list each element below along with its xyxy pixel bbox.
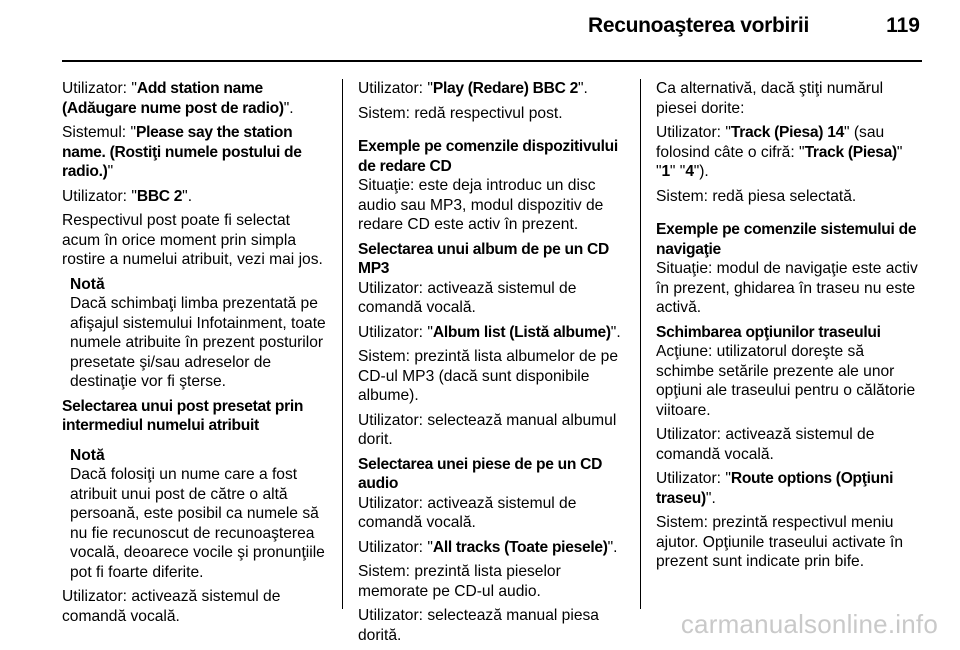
column-3	[656, 79, 926, 577]
subsection-heading: Selectarea unui album de pe un CD MP3	[358, 240, 609, 277]
paragraph: Utilizator: activează sistemul de comandă vocală.	[656, 426, 875, 463]
column-divider	[342, 79, 343, 609]
paragraph: Sistem: prezintă lista albumelor de pe CD-ul MP3 (dacă sunt disponibile albume).	[358, 348, 619, 404]
section-heading: Exemple pe comenzile sistemului de navigaţie	[656, 221, 917, 258]
dialog-line: Utilizator: "Add station name (Adăugare nume post de radio)".	[62, 80, 294, 117]
subsection-heading: Selectarea unei piese de pe un CD audio	[358, 455, 603, 492]
paragraph: Sistem: redă piesa selectată.	[656, 187, 857, 205]
section-heading: Selectarea unui post presetat prin intermediul numelui atribuit	[62, 397, 304, 434]
page-title: Recunoaşterea vorbirii	[588, 14, 809, 37]
note-box	[70, 446, 330, 583]
paragraph: Sistem: prezintă lista pieselor memorate pe CD-ul audio.	[358, 563, 561, 600]
column-divider	[640, 79, 641, 609]
paragraph: Utilizator: selectează manual piesa dorită.	[358, 607, 599, 644]
paragraph: Situaţie: modul de navigaţie este activ în prezent, ghidarea în traseu nu este activă.	[656, 260, 918, 316]
column-1	[62, 79, 330, 631]
section-heading: Exemple pe comenzile dispozitivului de redare CD	[358, 138, 618, 175]
paragraph: Acţiune: utilizatorul doreşte să schimbe setările prezente ale unor opţiuni ale traseului pentru o călătorie viitoare.	[656, 343, 916, 419]
paragraph: Utilizator: activează sistemul de comandă vocală.	[358, 279, 577, 316]
paragraph: Sistem: redă respectivul post.	[358, 104, 563, 122]
paragraph: Utilizator: selectează manual albumul dorit.	[358, 411, 617, 448]
dialog-line: Utilizator: "Track (Piesa) 14" (sau folosind câte o cifră: "Track (Piesa)" "1" "4").	[656, 124, 903, 180]
dialog-line: Utilizator: "All tracks (Toate piesele)".	[358, 538, 618, 556]
paragraph: Respectivul post poate fi selectat acum în orice moment prin simpla rostire a numelui atribuit, vezi mai jos.	[62, 212, 323, 268]
dialog-line: Utilizator: "BBC 2".	[62, 187, 193, 205]
note-text: Dacă folosiţi un nume care a fost atribuit unui post de către o altă persoană, este posibil ca numele să nu fie recunoscut de recunoaşterea vocală, deoarece vocile şi pronunţiile pot fi foarte diferite.	[70, 466, 325, 581]
subsection-heading: Schimbarea opţiunilor traseului	[656, 323, 881, 341]
dialog-line: Utilizator: "Play (Redare) BBC 2".	[358, 80, 588, 97]
paragraph: Situaţie: este deja introduc un disc audio sau MP3, modul dispozitiv de redare CD este activ în prezent.	[358, 177, 604, 233]
note-label: Notă	[70, 446, 105, 464]
page-number: 119	[886, 14, 920, 37]
page-header	[62, 0, 922, 62]
note-box	[70, 275, 330, 392]
dialog-line: Utilizator: "Album list (Listă albume)".	[358, 323, 621, 341]
dialog-line: Utilizator: "Route options (Opţiuni traseu)".	[656, 470, 894, 507]
watermark: carmanualsonline.info	[680, 609, 938, 639]
paragraph: Utilizator: activează sistemul de comandă vocală.	[358, 494, 577, 531]
note-text: Dacă schimbaţi limba prezentată pe afişajul sistemului Infotainment, toate numele atribuite în prezent posturilor presetate şi/sau adreselor de destinaţie vor fi şterse.	[70, 295, 326, 390]
paragraph: Sistem: prezintă respectivul meniu ajutor. Opţiunile traseului activate în prezent sunt indicate prin bife.	[656, 514, 904, 570]
paragraph: Utilizator: activează sistemul de comandă vocală.	[62, 588, 281, 625]
paragraph: Ca alternativă, dacă ştiţi numărul piesei dorite:	[656, 80, 884, 117]
dialog-line: Sistemul: "Please say the station name. (Rostiţi numele postului de radio.)"	[62, 124, 302, 180]
note-label: Notă	[70, 275, 105, 293]
column-2	[358, 79, 628, 650]
